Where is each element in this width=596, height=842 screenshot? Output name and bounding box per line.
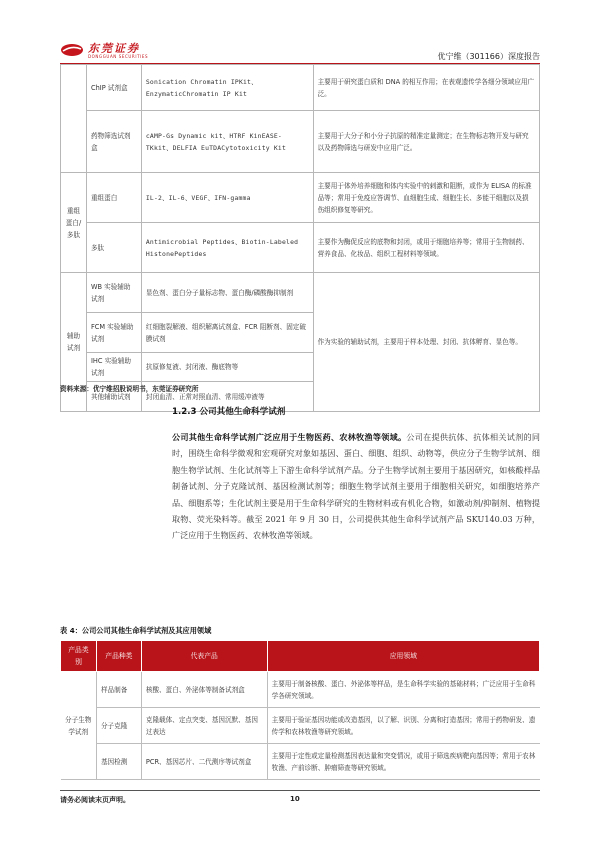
section-paragraph	[172, 429, 540, 544]
disclaimer-note: 请务必阅读末页声明。	[60, 796, 130, 804]
table-cell-usage: 主要用于研究蛋白质和 DNA 的相互作用；在表观遗传学各细分领域应用广泛。	[313, 65, 539, 111]
logo-text: 东莞证券	[88, 42, 140, 55]
page-number: 10	[290, 795, 300, 803]
table-cell-usage: 主要用于制备核酸、蛋白、外泌体等样品，是生命科学实验的基础材料；广泛应用于生命科学各研究领域。	[267, 672, 539, 708]
logo-subtext: DONGGUAN SECURITIES	[88, 54, 149, 59]
table-cell-products: 抗原修复液、封闭液、酶底物等	[141, 353, 313, 382]
header-category: 产品类别	[61, 641, 97, 672]
table-row	[61, 672, 540, 708]
table-cell-type: WB 实验辅助试剂	[86, 273, 141, 313]
table-cell-usage: 主要用于大分子和小分子抗原的精准定量测定；在生物标志物开发与研究以及药物筛选与研发中应用广泛。	[313, 111, 539, 173]
table-cell-category: 辅助试剂	[61, 273, 87, 412]
table-row	[61, 708, 540, 744]
table-cell-products: 封闭血清、正常对照血清、常用缓冲液等	[141, 382, 313, 412]
dongguan-securities-logo-icon	[60, 43, 84, 57]
table-row	[61, 111, 540, 173]
table-cell-products: 红细胞裂解液、组织解离试剂盒、FCR 阻断剂、固定破膜试剂	[141, 313, 313, 353]
molecular-reagent-table	[60, 640, 540, 780]
table-cell-usage: 主要用于定性或定量检测基因表达量和突变情况，或用于筛选疾病靶向基因等；常用于农林牧渔、产前诊断、肿瘤筛查等研究领域。	[267, 744, 539, 780]
table-cell-type: 多肽	[86, 223, 141, 273]
table-cell-usage: 主要用于体外培养细胞和体内实验中的刺激和阻断，或作为 ELISA 的标准品等；常用于免疫应答调节、血细胞生成、细胞生长、多能干细胞以及损伤组织修复等研究。	[313, 173, 539, 223]
report-title: 优宁维（301166）深度报告	[437, 52, 540, 61]
table-row	[61, 273, 540, 313]
table-cell-usage: 主要用于验证基因功能或改造基因，以了解、识别、分离和打造基因；常用于药物研发、遗传学和农林牧渔等研究领域。	[267, 708, 539, 744]
table-cell-type: 分子克隆	[96, 708, 141, 744]
table-cell-category: 分子生物学试剂	[61, 672, 97, 780]
table-cell-products: IL-2、IL-6、VEGF、IFN-gamma	[141, 173, 313, 223]
table-cell-products: PCR、基因芯片、二代测序等试剂盒	[141, 744, 267, 780]
table-cell-type: ChIP 试剂盒	[86, 65, 141, 111]
table-row	[61, 173, 540, 223]
table-cell-category: 重组蛋白/多肽	[61, 173, 87, 273]
table-header-row	[61, 641, 540, 672]
source-note: 资料来源：优宁维招股说明书，东莞证券研究所	[60, 385, 199, 393]
table-caption: 表 4：公司公司其他生命科学试剂及其应用领域	[60, 626, 212, 635]
page-header	[60, 40, 540, 64]
table-cell-products: 核酸、蛋白、外泌体等制备试剂盒	[141, 672, 267, 708]
table-cell-type: 样品制备	[96, 672, 141, 708]
table-cell-type: IHC 实验辅助试剂	[86, 353, 141, 382]
table-cell-usage: 作为实验的辅助试剂，主要用于样本处理、封闭、抗体孵育、显色等。	[313, 273, 539, 412]
table-cell-products: 显色剂、蛋白分子量标志物、蛋白酶/磷酸酶抑制剂	[141, 273, 313, 313]
section-heading: 1.2.3 公司其他生命科学试剂	[172, 407, 286, 417]
header-type: 产品种类	[96, 641, 141, 672]
footer-divider	[60, 790, 540, 791]
table-cell-type: 基因检测	[96, 744, 141, 780]
reagent-table-continued	[60, 64, 540, 412]
table-cell-type: 药物筛选试剂盒	[86, 111, 141, 173]
header-usage: 应用领域	[267, 641, 539, 672]
paragraph-body: 公司在提供抗体、抗体相关试剂的同时，围绕生命科学微观和宏观研究对象如基因、蛋白、细胞、组织、动物等，供应分子生物学试剂、细胞生物学试剂、生化试剂等上下游生命科学试剂产品。分子生物学试剂主要用于基因研究，如核酸样品制备试剂、分子克隆试剂、基因检测试剂等；细胞生物学试剂主要用于细胞相关研究，如细胞培养产品、细胞系等；生化试剂主要是用于生命科学研究的生物材料或有机化合物，如激动剂/抑制剂、植物提取物、荧光染料等。截至 2021 年 9 月 30 日，公司提供其他生命科学试剂产品 SKU140.03 万种，广泛应用于生物医药、农林牧渔等领域。	[172, 432, 540, 541]
table-cell-products: Sonication Chromatin IPKit、EnzymaticChromatin IP Kit	[141, 65, 313, 111]
header-products: 代表产品	[141, 641, 267, 672]
table-row	[61, 744, 540, 780]
table-cell-products: cAMP-Gs Dynamic kit、HTRF KinEASE-TKkit、DELFIA EuTDACytotoxicity Kit	[141, 111, 313, 173]
table-cell-products: Antimicrobial Peptides、Biotin-Labeled HistonePeptides	[141, 223, 313, 273]
table-row	[61, 223, 540, 273]
table-cell-type: 其他辅助试剂	[86, 382, 141, 412]
table-cell-category	[61, 65, 87, 173]
table-cell-type: FCM 实验辅助试剂	[86, 313, 141, 353]
paragraph-lead: 公司其他生命科学试剂广泛应用于生物医药、农林牧渔等领域。	[172, 432, 407, 442]
table-cell-usage: 主要作为酶促反应的底物和封闭，或用于细胞培养等；常用于生物制药、营养食品、化妆品、组织工程材料等领域。	[313, 223, 539, 273]
table-cell-products: 克隆载体、定点突变、基因沉默、基因过表达	[141, 708, 267, 744]
table-cell-type: 重组蛋白	[86, 173, 141, 223]
table-row	[61, 65, 540, 111]
company-logo	[60, 40, 180, 62]
